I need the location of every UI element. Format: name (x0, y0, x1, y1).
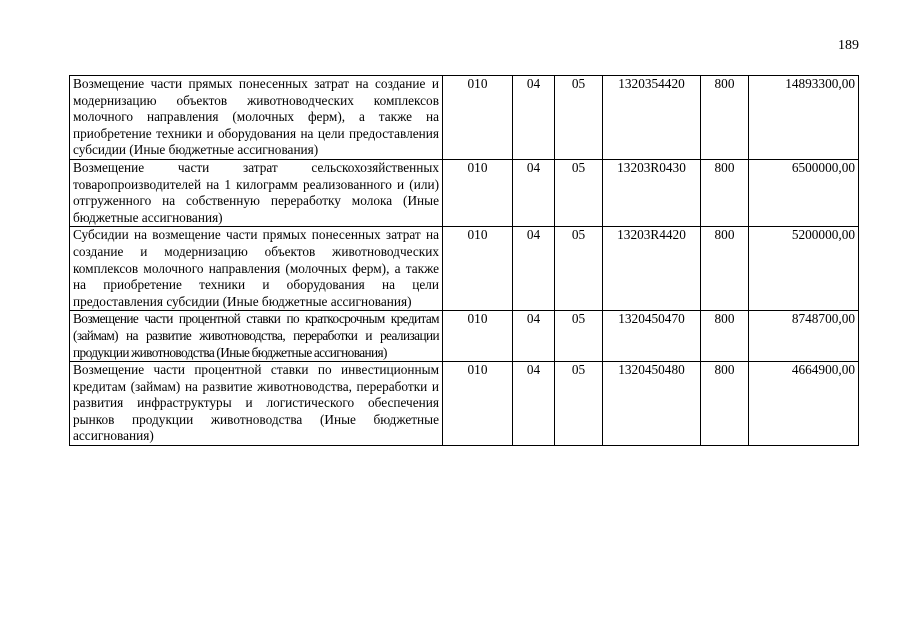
section-code: 04 (513, 76, 555, 160)
row-description: Возмещение части процентной ставки по инвестиционным кредитам (займам) на развитие животноводства, переработки и развития инфраструктуры и логистического обеспечения рынков продукции животноводства (Иные бюджетные ассигнования) (70, 362, 443, 446)
table-row (70, 227, 859, 311)
subsection-code: 05 (555, 227, 603, 311)
row-description: Возмещение части затрат сельскохозяйственных товаропроизводителей на 1 килограмм реализованного и (или) отгруженного на собственную переработку молока (Иные бюджетные ассигнования) (70, 159, 443, 226)
section-code: 04 (513, 159, 555, 226)
subsection-code: 05 (555, 362, 603, 446)
subsection-code: 05 (555, 76, 603, 160)
target-article-code: 13203R4420 (603, 227, 701, 311)
expense-type-code: 800 (701, 159, 749, 226)
target-article-code: 1320450470 (603, 311, 701, 362)
subsection-code: 05 (555, 311, 603, 362)
amount: 6500000,00 (749, 159, 859, 226)
amount: 5200000,00 (749, 227, 859, 311)
expense-type-code: 800 (701, 227, 749, 311)
ministry-code: 010 (443, 227, 513, 311)
row-description: Возмещение части процентной ставки по краткосрочным кредитам (займам) на развитие животноводства, переработки и реализации продукции животноводства (Иные бюджетные ассигнования) (70, 311, 443, 362)
row-description: Возмещение части прямых понесенных затрат на создание и модернизацию объектов животноводческих комплексов молочного направления (молочных ферм), а также на приобретение техники и оборудования на цели предоставления субсидии (Иные бюджетные ассигнования) (70, 76, 443, 160)
target-article-code: 1320354420 (603, 76, 701, 160)
row-description: Субсидии на возмещение части прямых понесенных затрат на создание и модернизацию объектов животноводческих комплексов молочного направления (молочных ферм), а также на приобретение техники и оборудования на цели предоставления субсидии (Иные бюджетные ассигнования) (70, 227, 443, 311)
ministry-code: 010 (443, 311, 513, 362)
expense-type-code: 800 (701, 76, 749, 160)
table-row (70, 311, 859, 362)
expense-type-code: 800 (701, 311, 749, 362)
table-row (70, 76, 859, 160)
section-code: 04 (513, 227, 555, 311)
table-row (70, 159, 859, 226)
budget-table (69, 75, 859, 446)
subsection-code: 05 (555, 159, 603, 226)
ministry-code: 010 (443, 159, 513, 226)
target-article-code: 13203R0430 (603, 159, 701, 226)
ministry-code: 010 (443, 362, 513, 446)
section-code: 04 (513, 362, 555, 446)
section-code: 04 (513, 311, 555, 362)
amount: 4664900,00 (749, 362, 859, 446)
page-number: 189 (838, 38, 859, 53)
table-row (70, 362, 859, 446)
expense-type-code: 800 (701, 362, 749, 446)
ministry-code: 010 (443, 76, 513, 160)
amount: 14893300,00 (749, 76, 859, 160)
amount: 8748700,00 (749, 311, 859, 362)
target-article-code: 1320450480 (603, 362, 701, 446)
